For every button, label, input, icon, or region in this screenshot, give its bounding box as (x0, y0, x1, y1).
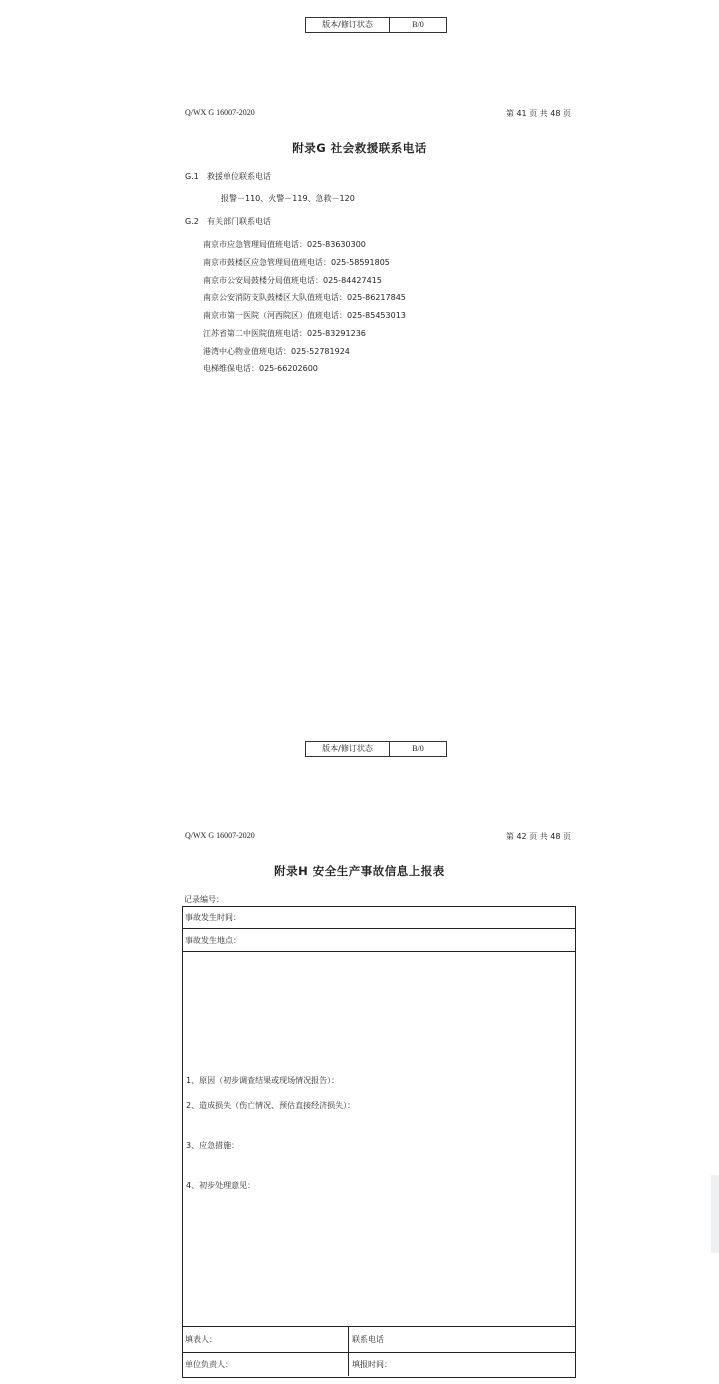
version-label: 版本/修订状态 (306, 18, 390, 32)
contact-line: 江苏省第二中医院值班电话：025-83291236 (203, 329, 366, 338)
version-box (305, 741, 447, 757)
appendix-title: 附录G 社会救援联系电话 (292, 141, 427, 155)
contact-line: 南京市应急管理局值班电话：025-83630300 (203, 240, 366, 249)
place-label: 事故发生地点： (185, 935, 241, 945)
scrollbar-thumb[interactable] (711, 1175, 719, 1253)
contact-line: 电梯维保电话：025-66202600 (203, 364, 318, 373)
doc-code: Q/WX G 16007-2020 (185, 108, 255, 117)
record-number-label: 记录编号： (184, 895, 224, 904)
phone-label: 联系电话 (352, 1335, 384, 1344)
doc-code: Q/WX G 16007-2020 (185, 831, 255, 840)
reporter-label: 填表人： (183, 1327, 349, 1352)
page-header (185, 108, 571, 119)
contact-line: 港湾中心物业值班电话：025-52781924 (203, 347, 350, 356)
appendix-title: 附录H 安全生产事故信息上报表 (274, 864, 445, 878)
table-row (183, 929, 575, 952)
accident-report-table (182, 906, 576, 1378)
version-box (305, 17, 447, 33)
page-info: 第 42 页 共 48 页 (505, 832, 571, 841)
section-number: G.1 (185, 172, 199, 181)
page-header (185, 831, 571, 842)
report-item: 3、应急措施： (186, 1141, 240, 1150)
section-heading (185, 171, 271, 182)
contact-line: 南京公安消防支队鼓楼区大队值班电话：025-86217845 (203, 293, 406, 302)
table-row (183, 907, 575, 929)
section-heading (185, 216, 271, 227)
section-title: 有关部门联系电话 (207, 217, 271, 226)
contact-line: 南京市第一医院（河西院区）值班电话：025-85453013 (203, 311, 406, 320)
report-item: 2、造成损失（伤亡情况、预估直接经济损失）： (186, 1101, 356, 1110)
version-value: B/0 (412, 744, 424, 753)
contact-line: 南京市公安局鼓楼分局值班电话：025-84427415 (203, 276, 382, 285)
version-value: B/0 (412, 20, 424, 29)
report-time-label: 填报时间： (352, 1359, 392, 1369)
table-row (183, 1352, 575, 1376)
version-label: 版本/修订状态 (306, 742, 390, 756)
report-item: 4、初步处理意见： (186, 1181, 256, 1190)
report-item: 1、原因（初步调查结果或现场情况报告）： (186, 1076, 340, 1085)
section-title: 救援单位联系电话 (207, 172, 271, 181)
rescue-numbers: 报警－110、火警－119、急救－120 (221, 194, 355, 203)
responsible-label: 单位负责人： (183, 1352, 349, 1376)
contact-line: 南京市鼓楼区应急管理局值班电话：025-58591805 (203, 258, 390, 267)
table-row (183, 1326, 575, 1353)
time-label: 事故发生时间： (185, 913, 241, 922)
section-number: G.2 (185, 217, 199, 226)
page-info: 第 41 页 共 48 页 (505, 109, 571, 118)
